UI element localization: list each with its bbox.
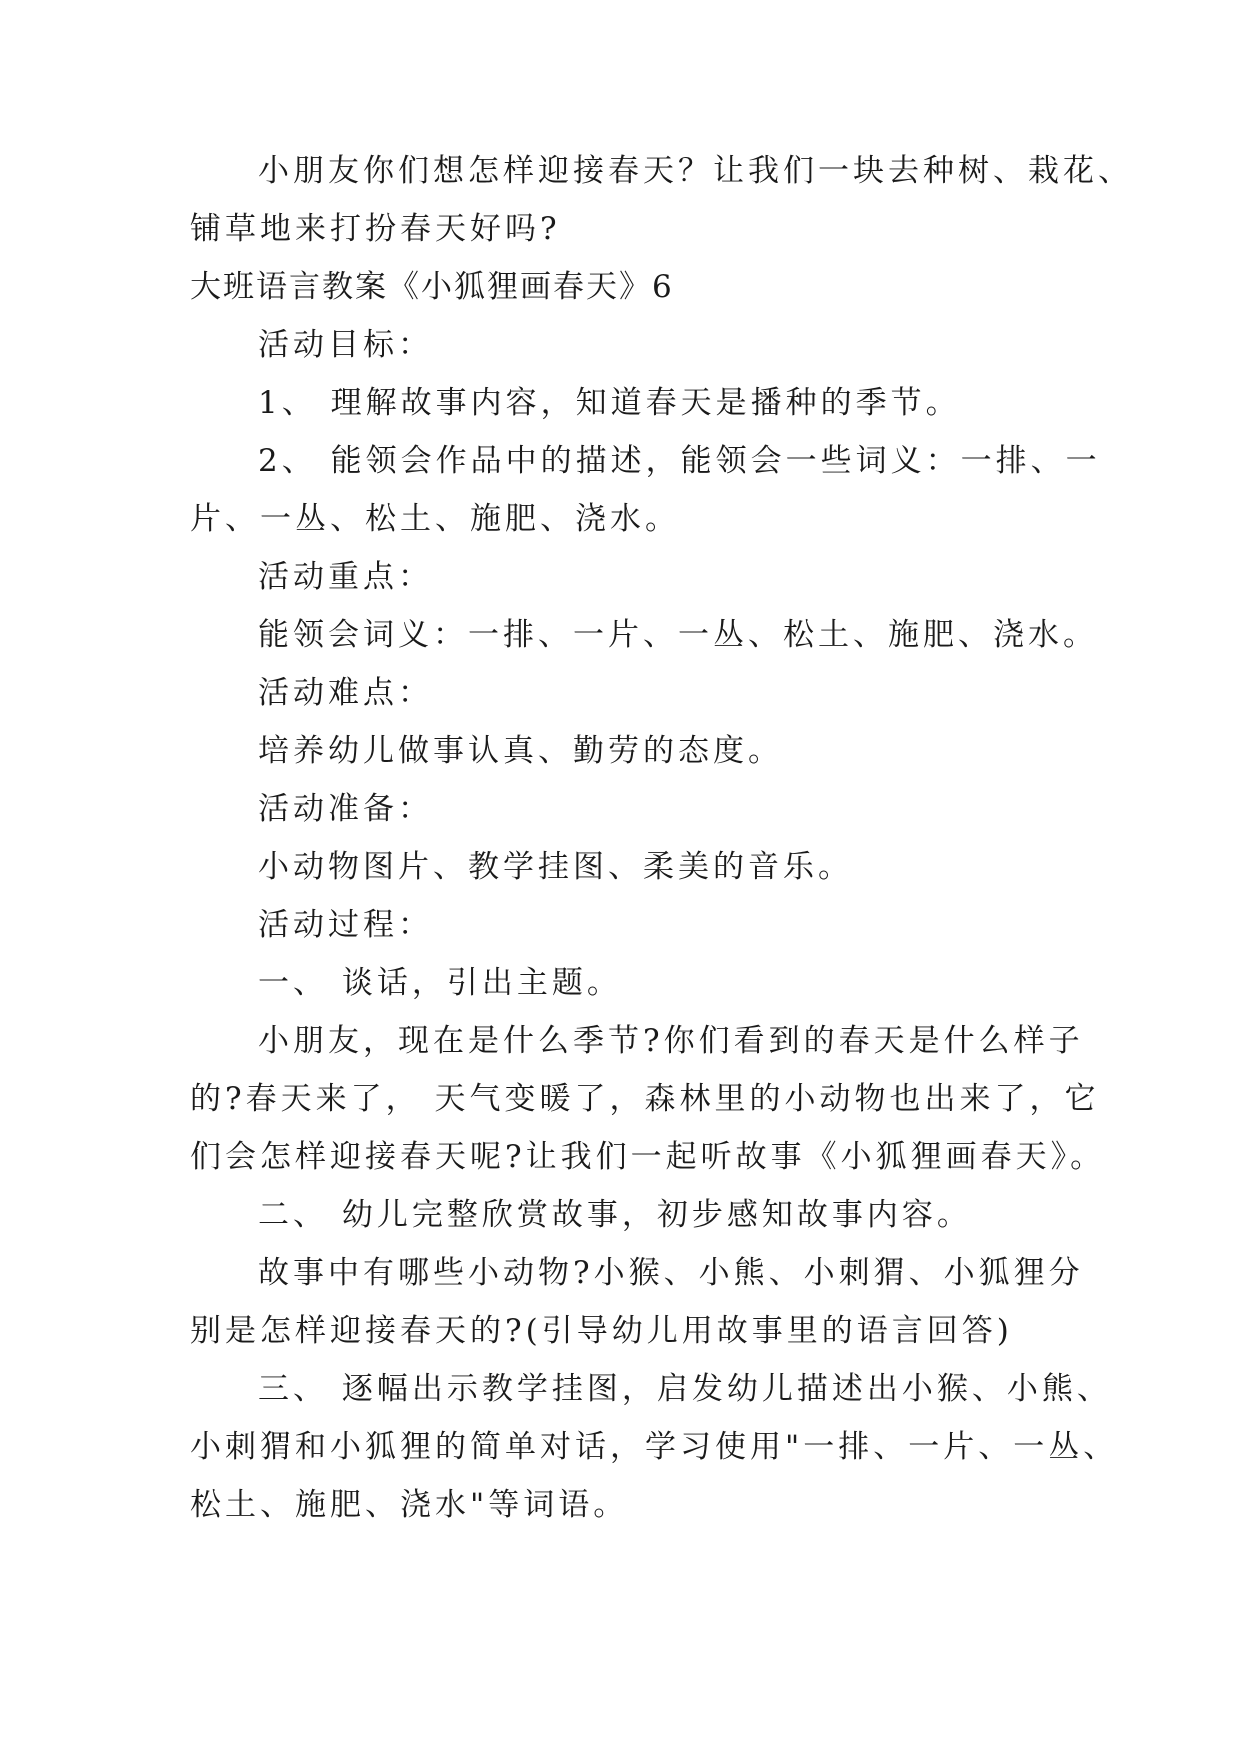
- paragraph-line: 活动难点：: [258, 675, 433, 711]
- paragraph-line: 1、 理解故事内容，知道春天是播种的季节。: [258, 385, 961, 421]
- paragraph-line: 培养幼儿做事认真、勤劳的态度。: [258, 733, 783, 769]
- paragraph-line: 故事中有哪些小动物?小猴、小熊、小刺猬、小狐狸分: [258, 1255, 1084, 1291]
- paragraph-line: 活动过程：: [258, 907, 433, 943]
- paragraph-line: 铺草地来打扮春天好吗?: [190, 211, 561, 247]
- paragraph-line: 们会怎样迎接春天呢?让我们一起听故事《小狐狸画春天》。: [190, 1139, 1106, 1175]
- paragraph-line: 小朋友，现在是什么季节?你们看到的春天是什么样子: [258, 1023, 1084, 1059]
- paragraph-line: 的?春天来了， 天气变暖了，森林里的小动物也出来了，它: [190, 1081, 1100, 1117]
- paragraph-line: 二、 幼儿完整欣赏故事，初步感知故事内容。: [258, 1197, 972, 1233]
- paragraph-line: 活动准备：: [258, 791, 433, 827]
- paragraph-line: 一、 谈话，引出主题。: [258, 965, 622, 1001]
- section-heading: 大班语言教案《小狐狸画春天》6: [190, 269, 674, 305]
- paragraph-line: 小刺猬和小狐狸的简单对话，学习使用"一排、一片、一丛、: [190, 1429, 1119, 1465]
- paragraph-line: 活动目标：: [258, 327, 433, 363]
- paragraph-line: 活动重点：: [258, 559, 433, 595]
- paragraph-line: 小朋友你们想怎样迎接春天？让我们一块去种树、栽花、: [258, 153, 1133, 189]
- paragraph-line: 片、一丛、松土、施肥、浇水。: [190, 501, 680, 537]
- paragraph-line: 松土、施肥、浇水"等词语。: [190, 1487, 629, 1523]
- paragraph-line: 小动物图片、教学挂图、柔美的音乐。: [258, 849, 853, 885]
- paragraph-line: 三、 逐幅出示教学挂图，启发幼儿描述出小猴、小熊、: [258, 1371, 1112, 1407]
- paragraph-line: 2、 能领会作品中的描述，能领会一些词义：一排、一: [258, 443, 1101, 479]
- paragraph-line: 别是怎样迎接春天的?(引导幼儿用故事里的语言回答): [190, 1313, 1013, 1349]
- paragraph-line: 能领会词义：一排、一片、一丛、松土、施肥、浇水。: [258, 617, 1098, 653]
